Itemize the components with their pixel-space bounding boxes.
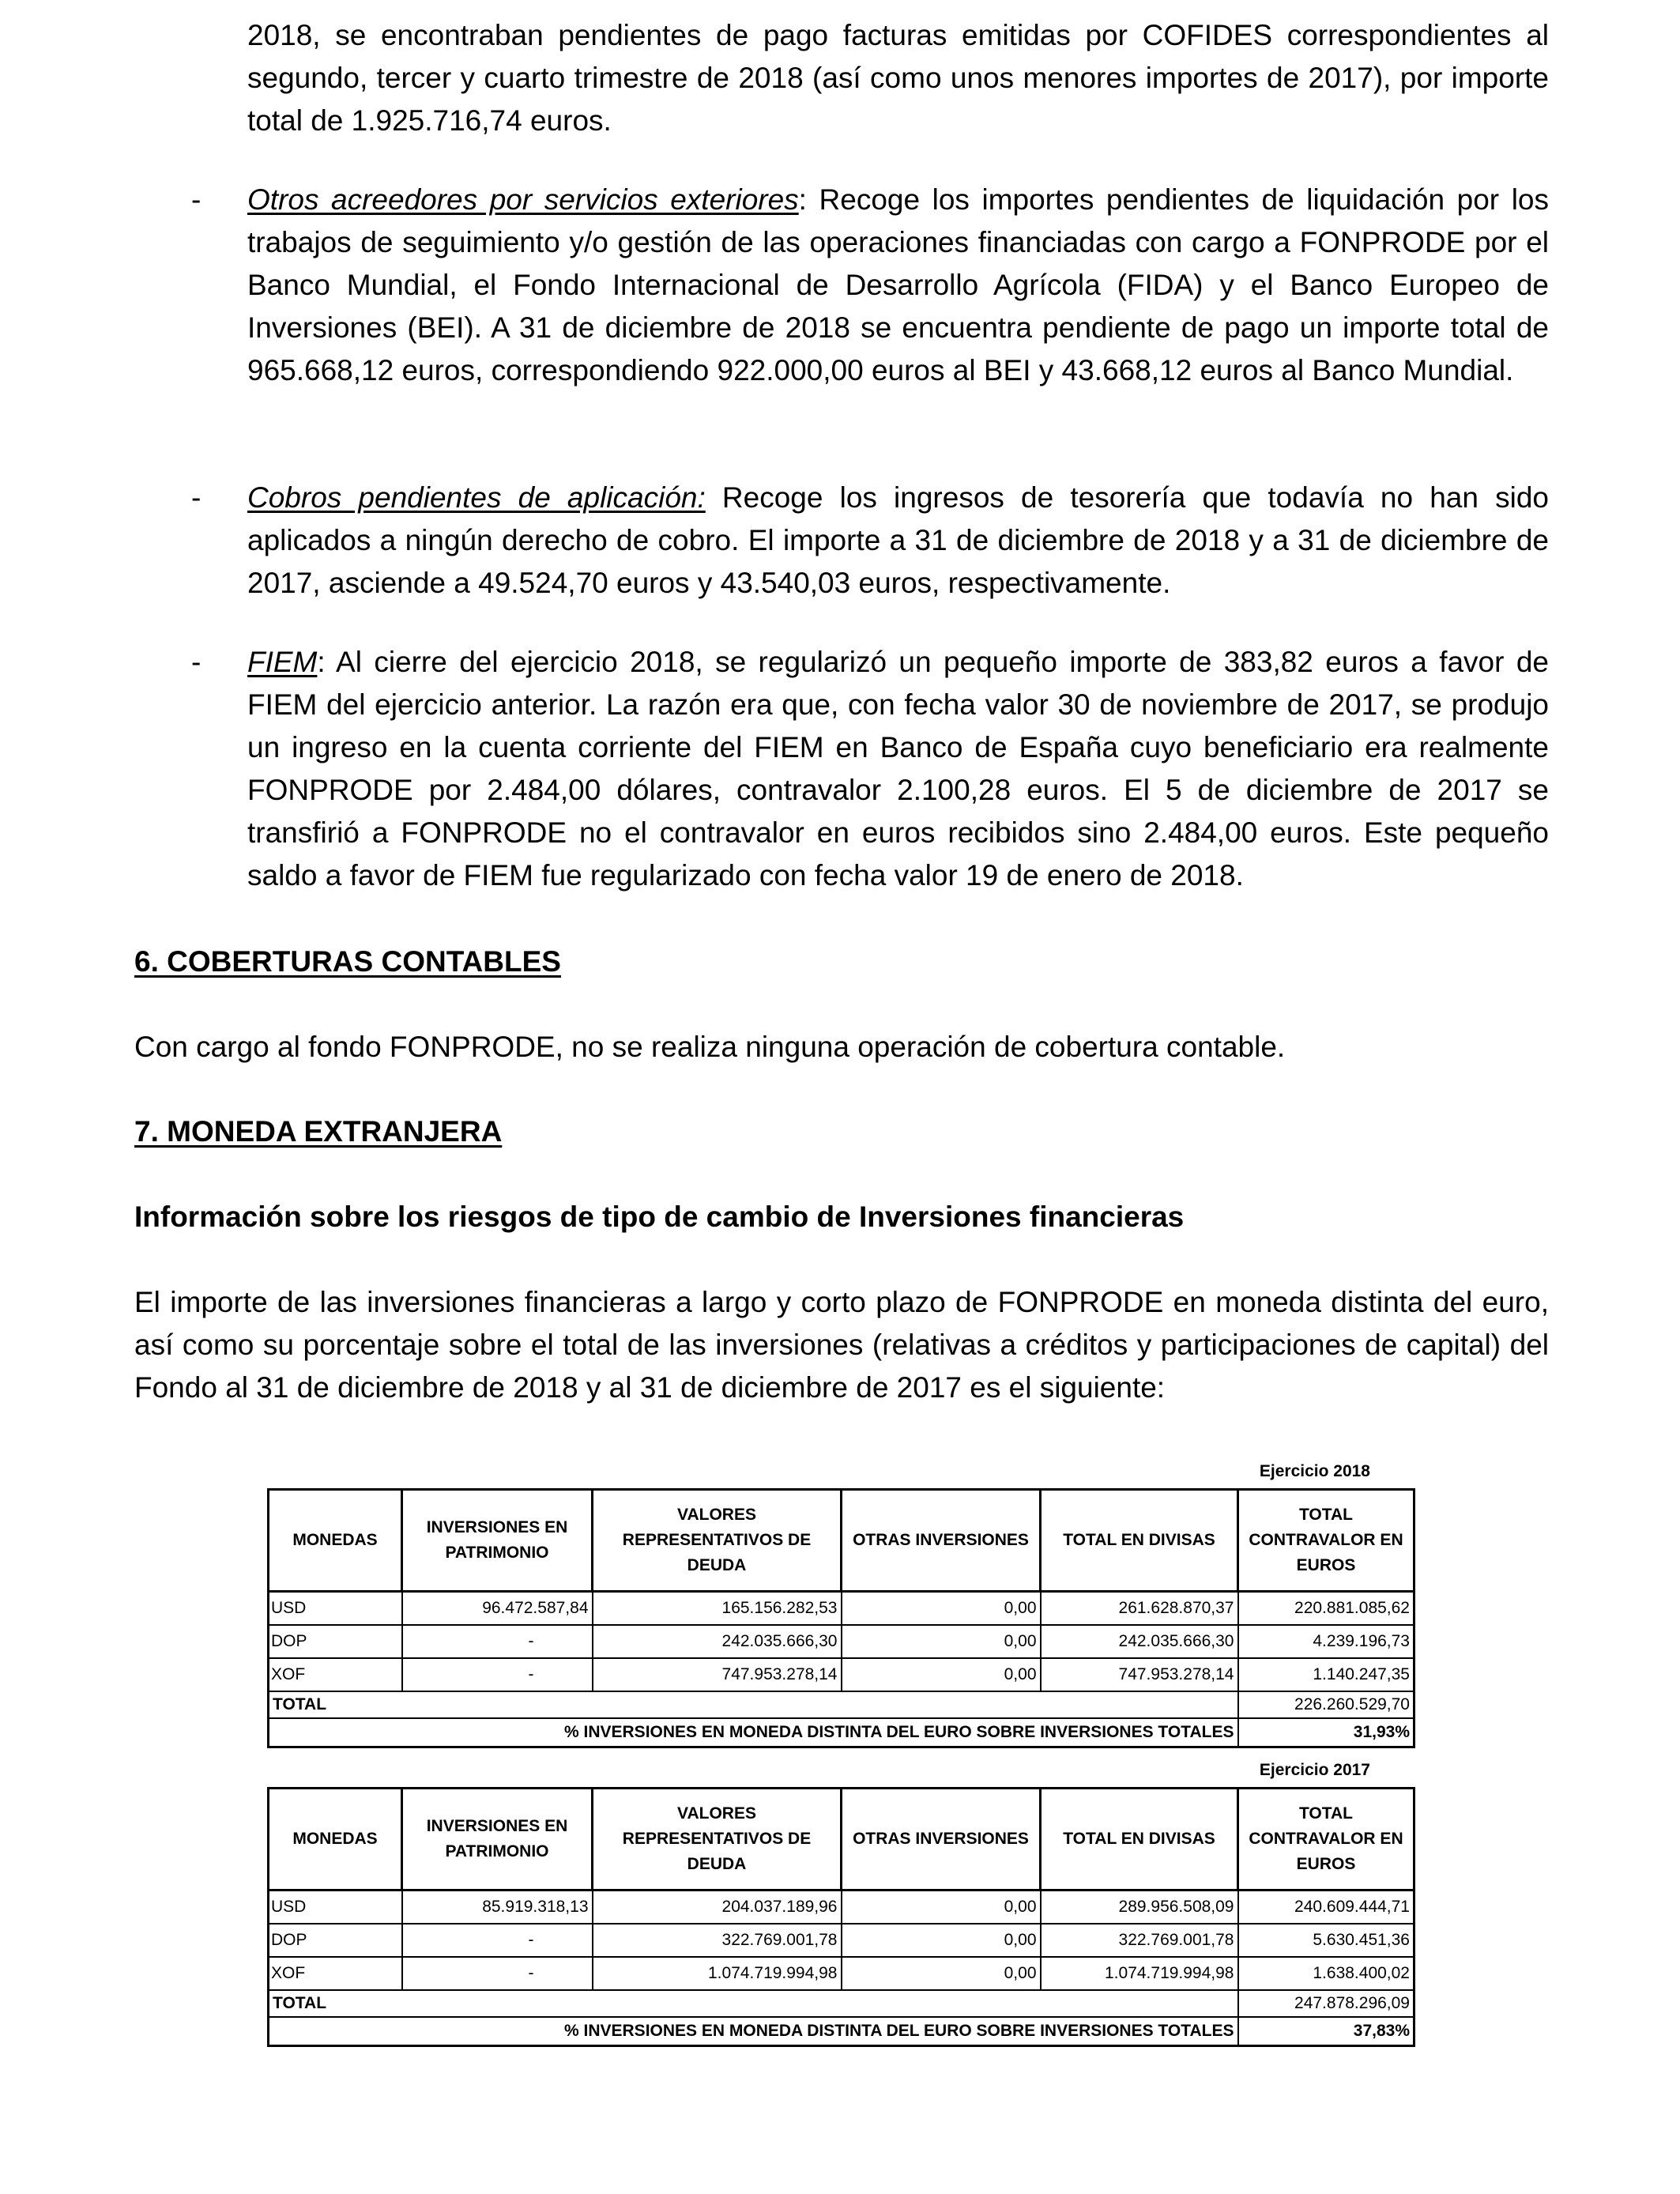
cell-otras: 0,00 <box>842 1924 1041 1957</box>
cell-valores: 747.953.278,14 <box>593 1658 842 1691</box>
item-title: Otros acreedores por servicios exteriores <box>247 183 799 216</box>
cell-divisas: 261.628.870,37 <box>1041 1592 1238 1626</box>
cell-contravalor: 240.609.444,71 <box>1238 1891 1414 1924</box>
cell-valores: 165.156.282,53 <box>593 1592 842 1626</box>
section-6-title: 6. COBERTURAS CONTABLES <box>134 945 561 978</box>
cell-contravalor: 1.140.247,35 <box>1238 1658 1414 1691</box>
pct-label: % INVERSIONES EN MONEDA DISTINTA DEL EURO SOBRE INVERSIONES TOTALES <box>269 2017 1238 2046</box>
table-row <box>269 1924 1414 1957</box>
cell-otras: 0,00 <box>842 1625 1041 1658</box>
list-dash: - <box>191 183 202 216</box>
total-value: 247.878.296,09 <box>1238 1990 1414 2017</box>
section-7-title: 7. MONEDA EXTRANJERA <box>134 1115 503 1148</box>
cell-patrimonio: - <box>402 1625 593 1658</box>
cell-otras: 0,00 <box>842 1891 1041 1924</box>
ejercicio-2018-label: Ejercicio 2018 <box>1259 1462 1370 1480</box>
col-header-monedas: MONEDAS <box>269 1490 402 1592</box>
col-header-otras: OTRAS INVERSIONES <box>842 1490 1041 1592</box>
cell-otras: 0,00 <box>842 1658 1041 1691</box>
table-header-row <box>269 1490 1414 1592</box>
col-header-contravalor: TOTAL CONTRAVALOR EN EUROS <box>1238 1789 1414 1891</box>
list-item-fiem <box>134 641 1549 897</box>
cell-otras: 0,00 <box>842 1957 1041 1990</box>
ejercicio-2017-label: Ejercicio 2017 <box>1259 1761 1370 1779</box>
cell-divisas: 747.953.278,14 <box>1041 1658 1238 1691</box>
cell-patrimonio: 85.919.318,13 <box>402 1891 593 1924</box>
item-text: Recoge los importes pendientes de liquidación por los trabajos de seguimiento y/o gestión de las operaciones financiadas con cargo a FONPRODE por el Banco Mundial, el Fondo Internacional de Desarrollo Agrícola (FIDA) y el Banco Europeo de Inversiones (BEI). A 31 de diciembre de 2018 se encuentra pendiente de pago un importe total de 965.668,12 euros, correspondiendo 922.000,00 euros al BEI y 43.668,12 euros al Banco Mundial. <box>247 183 1549 386</box>
col-header-patrimonio: INVERSIONES EN PATRIMONIO <box>402 1490 593 1592</box>
cell-moneda: DOP <box>269 1625 402 1658</box>
cell-contravalor: 4.239.196,73 <box>1238 1625 1414 1658</box>
pct-value: 37,83% <box>1238 2017 1414 2046</box>
col-header-valores: VALORES REPRESENTATIVOS DE DEUDA <box>593 1789 842 1891</box>
table-row <box>269 1658 1414 1691</box>
list-item-cobros-pendientes <box>134 477 1549 605</box>
list-item-otros-acreedores <box>134 179 1549 392</box>
item-text: Recoge los ingresos de tesorería que todavía no han sido aplicados a ningún derecho de cobro. El importe a 31 de diciembre de 2018 y a 31 de diciembre de 2017, asciende a 49.524,70 euros y 43.540,03 euros, respectivamente. <box>247 481 1549 599</box>
section-7-text: El importe de las inversiones financieras a largo y corto plazo de FONPRODE en moneda distinta del euro, así como su porcentaje sobre el total de las inversiones (relativas a créditos y participaciones de capital) del Fondo al 31 de diciembre de 2018 y al 31 de diciembre de 2017 es el siguiente: <box>134 1286 1549 1404</box>
cell-valores: 322.769.001,78 <box>593 1924 842 1957</box>
total-label: TOTAL <box>269 1990 1238 2017</box>
cell-divisas: 1.074.719.994,98 <box>1041 1957 1238 1990</box>
cell-valores: 204.037.189,96 <box>593 1891 842 1924</box>
cell-patrimonio: - <box>402 1957 593 1990</box>
table-pct-row <box>269 2017 1414 2046</box>
cell-moneda: XOF <box>269 1658 402 1691</box>
intro-paragraph: 2018, se encontraban pendientes de pago facturas emitidas por COFIDES correspondientes al segundo, tercer y cuarto trimestre de 2018 (así como unos menores importes de 2017), por importe total de 1.925.716,74 euros. <box>247 19 1549 137</box>
table-row <box>269 1891 1414 1924</box>
table-2018 <box>267 1488 1415 1748</box>
table-total-row <box>269 1990 1414 2017</box>
total-value: 226.260.529,70 <box>1238 1691 1414 1718</box>
table-total-row <box>269 1691 1414 1718</box>
cell-valores: 242.035.666,30 <box>593 1625 842 1658</box>
pct-value: 31,93% <box>1238 1718 1414 1747</box>
col-header-patrimonio: INVERSIONES EN PATRIMONIO <box>402 1789 593 1891</box>
cell-contravalor: 1.638.400,02 <box>1238 1957 1414 1990</box>
col-header-divisas: TOTAL EN DIVISAS <box>1041 1789 1238 1891</box>
table-row <box>269 1625 1414 1658</box>
total-label: TOTAL <box>269 1691 1238 1718</box>
item-title: Cobros pendientes de aplicación: <box>247 481 706 514</box>
table-row <box>269 1957 1414 1990</box>
table-2017 <box>267 1787 1415 2047</box>
item-sep: : <box>317 646 326 678</box>
section-7-subtitle: Información sobre los riesgos de tipo de cambio de Inversiones financieras <box>134 1201 1185 1233</box>
cell-contravalor: 220.881.085,62 <box>1238 1592 1414 1626</box>
table-header-row <box>269 1789 1414 1891</box>
cell-otras: 0,00 <box>842 1592 1041 1626</box>
cell-valores: 1.074.719.994,98 <box>593 1957 842 1990</box>
col-header-otras: OTRAS INVERSIONES <box>842 1789 1041 1891</box>
cell-divisas: 289.956.508,09 <box>1041 1891 1238 1924</box>
table-pct-row <box>269 1718 1414 1747</box>
col-header-valores: VALORES REPRESENTATIVOS DE DEUDA <box>593 1490 842 1592</box>
cell-patrimonio: - <box>402 1924 593 1957</box>
cell-divisas: 322.769.001,78 <box>1041 1924 1238 1957</box>
item-sep: : <box>798 183 807 216</box>
col-header-monedas: MONEDAS <box>269 1789 402 1891</box>
item-text: Al cierre del ejercicio 2018, se regularizó un pequeño importe de 383,82 euros a favor de FIEM del ejercicio anterior. La razón era que, con fecha valor 30 de noviembre de 2017, se produjo un ingreso en la cuenta corriente del FIEM en Banco de España cuyo beneficiario era realmente FONPRODE por 2.484,00 dólares, contravalor 2.100,28 euros. El 5 de diciembre de 2017 se transfirió a FONPRODE no el contravalor en euros recibidos sino 2.484,00 euros. Este pequeño saldo a favor de FIEM fue regularizado con fecha valor 19 de enero de 2018. <box>247 646 1549 892</box>
pct-label: % INVERSIONES EN MONEDA DISTINTA DEL EURO SOBRE INVERSIONES TOTALES <box>269 1718 1238 1747</box>
col-header-contravalor: TOTAL CONTRAVALOR EN EUROS <box>1238 1490 1414 1592</box>
cell-patrimonio: 96.472.587,84 <box>402 1592 593 1626</box>
cell-moneda: DOP <box>269 1924 402 1957</box>
item-title: FIEM <box>247 646 318 678</box>
cell-moneda: XOF <box>269 1957 402 1990</box>
cell-contravalor: 5.630.451,36 <box>1238 1924 1414 1957</box>
cell-moneda: USD <box>269 1891 402 1924</box>
list-dash: - <box>191 481 202 514</box>
section-6-text: Con cargo al fondo FONPRODE, no se realiza ninguna operación de cobertura contable. <box>134 1031 1286 1063</box>
cell-divisas: 242.035.666,30 <box>1041 1625 1238 1658</box>
table-row <box>269 1592 1414 1626</box>
col-header-divisas: TOTAL EN DIVISAS <box>1041 1490 1238 1592</box>
cell-patrimonio: - <box>402 1658 593 1691</box>
list-dash: - <box>191 646 202 678</box>
cell-moneda: USD <box>269 1592 402 1626</box>
